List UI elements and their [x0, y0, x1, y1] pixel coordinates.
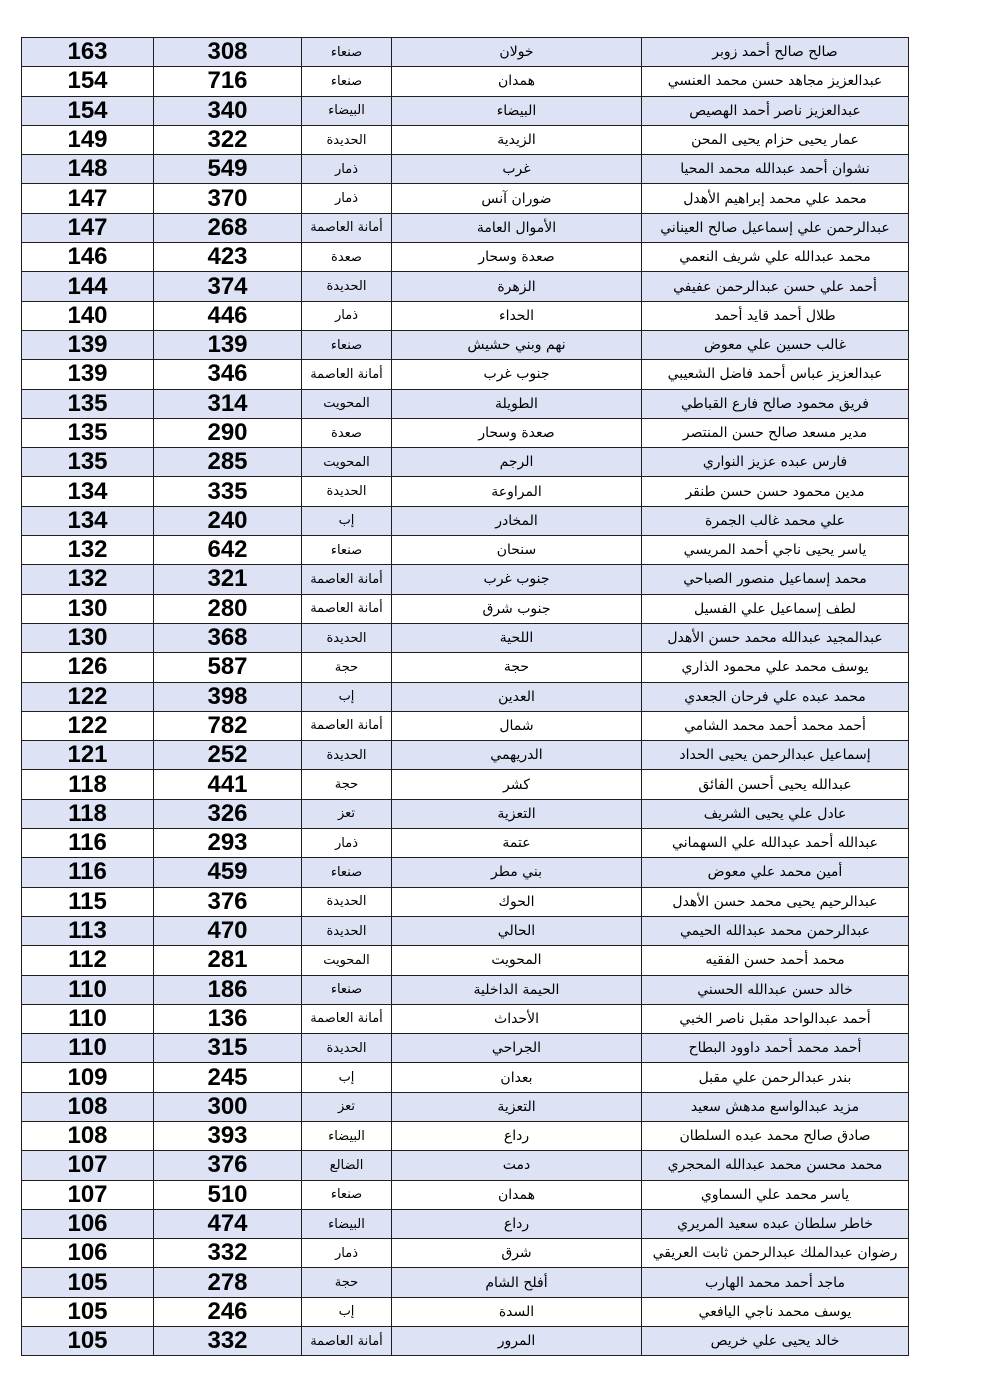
id-cell: 321: [154, 565, 302, 594]
score-cell: 108: [22, 1092, 154, 1121]
table-row: [22, 272, 909, 301]
name-cell: نشوان أحمد عبدالله محمد المحيا: [642, 155, 909, 184]
table-row: [22, 330, 909, 359]
table-row: [22, 1034, 909, 1063]
governorate-cell: إب: [302, 506, 392, 535]
governorate-cell: صنعاء: [302, 67, 392, 96]
table-row: [22, 301, 909, 330]
id-cell: 332: [154, 1327, 302, 1356]
governorate-cell: حجة: [302, 653, 392, 682]
table-row: [22, 741, 909, 770]
district-cell: العدين: [392, 682, 642, 711]
id-cell: 280: [154, 594, 302, 623]
district-cell: الحيمة الداخلية: [392, 975, 642, 1004]
id-cell: 549: [154, 155, 302, 184]
id-cell: 246: [154, 1297, 302, 1326]
id-cell: 186: [154, 975, 302, 1004]
table-row: [22, 799, 909, 828]
table-row: [22, 594, 909, 623]
table-row: [22, 184, 909, 213]
id-cell: 290: [154, 418, 302, 447]
id-cell: 268: [154, 213, 302, 242]
governorate-cell: أمانة العاصمة: [302, 594, 392, 623]
governorate-cell: المحويت: [302, 448, 392, 477]
score-cell: 105: [22, 1268, 154, 1297]
id-cell: 470: [154, 916, 302, 945]
id-cell: 308: [154, 38, 302, 67]
table-row: [22, 1121, 909, 1150]
name-cell: إسماعيل عبدالرحمن يحيى الحداد: [642, 741, 909, 770]
district-cell: الحداء: [392, 301, 642, 330]
governorate-cell: صنعاء: [302, 536, 392, 565]
name-cell: محمد علي محمد إبراهيم الأهدل: [642, 184, 909, 213]
id-cell: 285: [154, 448, 302, 477]
governorate-cell: أمانة العاصمة: [302, 1327, 392, 1356]
id-cell: 340: [154, 96, 302, 125]
name-cell: مزيد عبدالواسع مدهش سعيد: [642, 1092, 909, 1121]
score-cell: 147: [22, 184, 154, 213]
name-cell: يوسف محمد علي محمود الذاري: [642, 653, 909, 682]
id-cell: 368: [154, 623, 302, 652]
score-cell: 148: [22, 155, 154, 184]
id-cell: 370: [154, 184, 302, 213]
score-cell: 144: [22, 272, 154, 301]
table-row: [22, 448, 909, 477]
score-cell: 147: [22, 213, 154, 242]
id-cell: 322: [154, 125, 302, 154]
id-cell: 245: [154, 1063, 302, 1092]
score-cell: 126: [22, 653, 154, 682]
district-cell: المرور: [392, 1327, 642, 1356]
district-cell: الحوك: [392, 887, 642, 916]
id-cell: 136: [154, 1004, 302, 1033]
governorate-cell: ذمار: [302, 184, 392, 213]
district-cell: عتمة: [392, 829, 642, 858]
district-cell: الحالي: [392, 916, 642, 945]
name-cell: محمد إسماعيل منصور الصباحي: [642, 565, 909, 594]
district-cell: الزيدية: [392, 125, 642, 154]
table-row: [22, 243, 909, 272]
district-cell: جنوب غرب: [392, 565, 642, 594]
id-cell: 716: [154, 67, 302, 96]
id-cell: 281: [154, 946, 302, 975]
table-row: [22, 975, 909, 1004]
governorate-cell: تعز: [302, 1092, 392, 1121]
governorate-cell: أمانة العاصمة: [302, 565, 392, 594]
table-row: [22, 1151, 909, 1180]
governorate-cell: أمانة العاصمة: [302, 213, 392, 242]
name-cell: أمين محمد علي معوض: [642, 858, 909, 887]
id-cell: 423: [154, 243, 302, 272]
id-cell: 326: [154, 799, 302, 828]
id-cell: 278: [154, 1268, 302, 1297]
governorate-cell: الحديدة: [302, 272, 392, 301]
results-table: [21, 37, 909, 1356]
name-cell: لطف إسماعيل علي الفسيل: [642, 594, 909, 623]
id-cell: 314: [154, 389, 302, 418]
governorate-cell: إب: [302, 1297, 392, 1326]
district-cell: شرق: [392, 1239, 642, 1268]
governorate-cell: الحديدة: [302, 477, 392, 506]
table-row: [22, 1297, 909, 1326]
score-cell: 109: [22, 1063, 154, 1092]
table-row: [22, 653, 909, 682]
name-cell: عمار يحيى حزام يحيى المحن: [642, 125, 909, 154]
id-cell: 346: [154, 360, 302, 389]
name-cell: عبدالرحيم يحيى محمد حسن الأهدل: [642, 887, 909, 916]
score-cell: 130: [22, 623, 154, 652]
district-cell: رداع: [392, 1121, 642, 1150]
name-cell: عادل علي يحيى الشريف: [642, 799, 909, 828]
governorate-cell: ذمار: [302, 301, 392, 330]
id-cell: 335: [154, 477, 302, 506]
score-cell: 134: [22, 506, 154, 535]
table-row: [22, 1180, 909, 1209]
governorate-cell: أمانة العاصمة: [302, 711, 392, 740]
score-cell: 105: [22, 1297, 154, 1326]
id-cell: 398: [154, 682, 302, 711]
score-cell: 122: [22, 711, 154, 740]
table-row: [22, 858, 909, 887]
governorate-cell: البيضاء: [302, 96, 392, 125]
table-row: [22, 67, 909, 96]
id-cell: 376: [154, 1151, 302, 1180]
district-cell: الأموال العامة: [392, 213, 642, 242]
district-cell: الجراحي: [392, 1034, 642, 1063]
district-cell: التعزية: [392, 1092, 642, 1121]
district-cell: بعدان: [392, 1063, 642, 1092]
district-cell: حجة: [392, 653, 642, 682]
name-cell: خاطر سلطان عبده سعيد المريري: [642, 1209, 909, 1238]
name-cell: بندر عبدالرحمن علي مقبل: [642, 1063, 909, 1092]
score-cell: 113: [22, 916, 154, 945]
score-cell: 116: [22, 858, 154, 887]
table-row: [22, 770, 909, 799]
name-cell: محمد عبده علي فرحان الجعدي: [642, 682, 909, 711]
table-row: [22, 916, 909, 945]
name-cell: يوسف محمد ناجي اليافعي: [642, 1297, 909, 1326]
score-cell: 132: [22, 536, 154, 565]
district-cell: الطويلة: [392, 389, 642, 418]
table-row: [22, 1327, 909, 1356]
table-row: [22, 96, 909, 125]
table-row: [22, 125, 909, 154]
governorate-cell: البيضاء: [302, 1209, 392, 1238]
score-cell: 108: [22, 1121, 154, 1150]
name-cell: عبدالرحمن محمد عبدالله الحيمي: [642, 916, 909, 945]
score-cell: 140: [22, 301, 154, 330]
name-cell: علي محمد غالب الجمرة: [642, 506, 909, 535]
id-cell: 446: [154, 301, 302, 330]
table-row: [22, 389, 909, 418]
district-cell: الدريهمي: [392, 741, 642, 770]
district-cell: همدان: [392, 1180, 642, 1209]
id-cell: 642: [154, 536, 302, 565]
name-cell: فريق محمود صالح فارع القباطي: [642, 389, 909, 418]
name-cell: عبدالله أحمد عبدالله علي السهماني: [642, 829, 909, 858]
id-cell: 293: [154, 829, 302, 858]
district-cell: الزهرة: [392, 272, 642, 301]
governorate-cell: صنعاء: [302, 330, 392, 359]
id-cell: 510: [154, 1180, 302, 1209]
table-row: [22, 829, 909, 858]
table-row: [22, 536, 909, 565]
id-cell: 252: [154, 741, 302, 770]
score-cell: 118: [22, 770, 154, 799]
name-cell: ياسر محمد علي السماوي: [642, 1180, 909, 1209]
score-cell: 110: [22, 975, 154, 1004]
name-cell: صالح صالح أحمد زوبر: [642, 38, 909, 67]
governorate-cell: صنعاء: [302, 858, 392, 887]
governorate-cell: ذمار: [302, 829, 392, 858]
district-cell: همدان: [392, 67, 642, 96]
name-cell: فارس عبده عزيز النواري: [642, 448, 909, 477]
table-row: [22, 506, 909, 535]
score-cell: 154: [22, 67, 154, 96]
governorate-cell: الضالع: [302, 1151, 392, 1180]
id-cell: 374: [154, 272, 302, 301]
table-row: [22, 1004, 909, 1033]
table-row: [22, 887, 909, 916]
district-cell: السدة: [392, 1297, 642, 1326]
score-cell: 106: [22, 1239, 154, 1268]
table-row: [22, 1092, 909, 1121]
district-cell: المراوعة: [392, 477, 642, 506]
governorate-cell: إب: [302, 682, 392, 711]
table-row: [22, 1209, 909, 1238]
id-cell: 393: [154, 1121, 302, 1150]
name-cell: عبدالعزيز ناصر أحمد الهصيص: [642, 96, 909, 125]
score-cell: 118: [22, 799, 154, 828]
score-cell: 154: [22, 96, 154, 125]
district-cell: بني مطر: [392, 858, 642, 887]
id-cell: 441: [154, 770, 302, 799]
table-row: [22, 213, 909, 242]
district-cell: جنوب شرق: [392, 594, 642, 623]
governorate-cell: حجة: [302, 770, 392, 799]
district-cell: دمت: [392, 1151, 642, 1180]
score-cell: 130: [22, 594, 154, 623]
name-cell: أحمد علي حسن عبدالرحمن عفيفي: [642, 272, 909, 301]
governorate-cell: الحديدة: [302, 916, 392, 945]
governorate-cell: أمانة العاصمة: [302, 360, 392, 389]
governorate-cell: إب: [302, 1063, 392, 1092]
table-row: [22, 155, 909, 184]
district-cell: سنحان: [392, 536, 642, 565]
table-row: [22, 946, 909, 975]
name-cell: عبدالعزيز مجاهد حسن محمد العنسي: [642, 67, 909, 96]
id-cell: 315: [154, 1034, 302, 1063]
name-cell: طلال أحمد قايد أحمد: [642, 301, 909, 330]
name-cell: محمد محسن محمد عبدالله المحجري: [642, 1151, 909, 1180]
district-cell: جنوب غرب: [392, 360, 642, 389]
district-cell: الرجم: [392, 448, 642, 477]
name-cell: عبدالعزيز عباس أحمد فاضل الشعيبي: [642, 360, 909, 389]
name-cell: ياسر يحيى ناجي أحمد المريسي: [642, 536, 909, 565]
score-cell: 139: [22, 330, 154, 359]
district-cell: رداع: [392, 1209, 642, 1238]
district-cell: الأحداث: [392, 1004, 642, 1033]
name-cell: صادق صالح محمد عبده السلطان: [642, 1121, 909, 1150]
governorate-cell: ذمار: [302, 1239, 392, 1268]
id-cell: 474: [154, 1209, 302, 1238]
district-cell: المحويت: [392, 946, 642, 975]
district-cell: اللحية: [392, 623, 642, 652]
score-cell: 139: [22, 360, 154, 389]
id-cell: 332: [154, 1239, 302, 1268]
score-cell: 135: [22, 448, 154, 477]
district-cell: كشر: [392, 770, 642, 799]
score-cell: 107: [22, 1151, 154, 1180]
table-row: [22, 565, 909, 594]
name-cell: محمد أحمد حسن الفقيه: [642, 946, 909, 975]
governorate-cell: صنعاء: [302, 975, 392, 1004]
results-table-body: [22, 38, 909, 1356]
name-cell: عبدالمجيد عبدالله محمد حسن الأهدل: [642, 623, 909, 652]
governorate-cell: المحويت: [302, 389, 392, 418]
name-cell: ماجد أحمد محمد الهارب: [642, 1268, 909, 1297]
governorate-cell: حجة: [302, 1268, 392, 1297]
district-cell: أفلح الشام: [392, 1268, 642, 1297]
governorate-cell: صعدة: [302, 243, 392, 272]
district-cell: صعدة وسحار: [392, 418, 642, 447]
name-cell: أحمد محمد أحمد داوود البطاح: [642, 1034, 909, 1063]
score-cell: 135: [22, 389, 154, 418]
score-cell: 110: [22, 1034, 154, 1063]
name-cell: مدير مسعد صالح حسن المنتصر: [642, 418, 909, 447]
governorate-cell: صنعاء: [302, 1180, 392, 1209]
governorate-cell: الحديدة: [302, 887, 392, 916]
district-cell: نهم وبني حشيش: [392, 330, 642, 359]
name-cell: محمد عبدالله علي شريف النعمي: [642, 243, 909, 272]
district-cell: غرب: [392, 155, 642, 184]
id-cell: 240: [154, 506, 302, 535]
score-cell: 163: [22, 38, 154, 67]
district-cell: البيضاء: [392, 96, 642, 125]
table-row: [22, 682, 909, 711]
score-cell: 146: [22, 243, 154, 272]
table-row: [22, 1063, 909, 1092]
score-cell: 115: [22, 887, 154, 916]
score-cell: 132: [22, 565, 154, 594]
score-cell: 106: [22, 1209, 154, 1238]
governorate-cell: البيضاء: [302, 1121, 392, 1150]
district-cell: ضوران آنس: [392, 184, 642, 213]
district-cell: صعدة وسحار: [392, 243, 642, 272]
score-cell: 149: [22, 125, 154, 154]
score-cell: 112: [22, 946, 154, 975]
governorate-cell: المحويت: [302, 946, 392, 975]
id-cell: 459: [154, 858, 302, 887]
table-row: [22, 38, 909, 67]
name-cell: خالد يحيى علي خريص: [642, 1327, 909, 1356]
id-cell: 782: [154, 711, 302, 740]
score-cell: 121: [22, 741, 154, 770]
score-cell: 107: [22, 1180, 154, 1209]
district-cell: التعزية: [392, 799, 642, 828]
table-row: [22, 477, 909, 506]
table-row: [22, 711, 909, 740]
governorate-cell: الحديدة: [302, 623, 392, 652]
governorate-cell: الحديدة: [302, 1034, 392, 1063]
id-cell: 376: [154, 887, 302, 916]
governorate-cell: تعز: [302, 799, 392, 828]
id-cell: 139: [154, 330, 302, 359]
name-cell: رضوان عبدالملك عبدالرحمن ثابت العريقي: [642, 1239, 909, 1268]
district-cell: خولان: [392, 38, 642, 67]
score-cell: 134: [22, 477, 154, 506]
score-cell: 122: [22, 682, 154, 711]
table-row: [22, 1268, 909, 1297]
governorate-cell: أمانة العاصمة: [302, 1004, 392, 1033]
name-cell: أحمد محمد أحمد محمد الشامي: [642, 711, 909, 740]
district-cell: شمال: [392, 711, 642, 740]
name-cell: عبدالرحمن علي إسماعيل صالح العيناني: [642, 213, 909, 242]
score-cell: 110: [22, 1004, 154, 1033]
table-row: [22, 360, 909, 389]
district-cell: المخادر: [392, 506, 642, 535]
governorate-cell: صعدة: [302, 418, 392, 447]
name-cell: عبدالله يحيى أحسن الفائق: [642, 770, 909, 799]
score-cell: 116: [22, 829, 154, 858]
governorate-cell: صنعاء: [302, 38, 392, 67]
name-cell: مدين محمود حسن حسن طنقر: [642, 477, 909, 506]
name-cell: غالب حسين علي معوض: [642, 330, 909, 359]
governorate-cell: الحديدة: [302, 741, 392, 770]
id-cell: 300: [154, 1092, 302, 1121]
name-cell: أحمد عبدالواحد مقبل ناصر الخبي: [642, 1004, 909, 1033]
table-row: [22, 623, 909, 652]
score-cell: 105: [22, 1327, 154, 1356]
table-row: [22, 418, 909, 447]
name-cell: خالد حسن عبدالله الحسني: [642, 975, 909, 1004]
table-row: [22, 1239, 909, 1268]
id-cell: 587: [154, 653, 302, 682]
governorate-cell: ذمار: [302, 155, 392, 184]
score-cell: 135: [22, 418, 154, 447]
governorate-cell: الحديدة: [302, 125, 392, 154]
